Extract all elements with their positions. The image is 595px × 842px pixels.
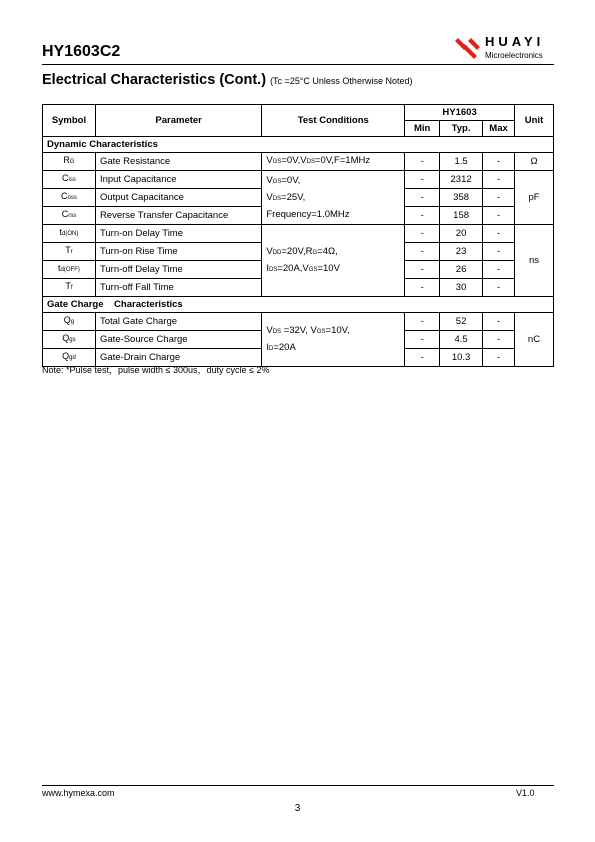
symbol-cell: Qgs bbox=[43, 331, 96, 349]
title-condition: (Tc =25°C Unless Otherwise Noted) bbox=[270, 76, 413, 86]
parameter-cell: Input Capacitance bbox=[95, 171, 261, 189]
header-typ: Typ. bbox=[440, 121, 483, 137]
parameter-cell: Reverse Transfer Capacitance bbox=[95, 207, 261, 225]
min-cell: - bbox=[405, 171, 440, 189]
header-test-conditions: Test Conditions bbox=[262, 105, 405, 137]
typ-cell: 20 bbox=[440, 225, 483, 243]
symbol-cell: Crss bbox=[43, 207, 96, 225]
parameter-cell: Total Gate Charge bbox=[95, 313, 261, 331]
min-cell: - bbox=[405, 261, 440, 279]
header-device: HY1603 bbox=[405, 105, 515, 121]
min-cell: - bbox=[405, 243, 440, 261]
logo-brand: HUAYI bbox=[485, 34, 545, 49]
max-cell: - bbox=[483, 171, 515, 189]
typ-cell: 358 bbox=[440, 189, 483, 207]
header-parameter: Parameter bbox=[95, 105, 261, 137]
typ-cell: 26 bbox=[440, 261, 483, 279]
page-number: 3 bbox=[294, 803, 301, 814]
table-row bbox=[43, 225, 554, 243]
min-cell: - bbox=[405, 207, 440, 225]
logo-mark-icon bbox=[455, 34, 483, 62]
max-cell: - bbox=[483, 153, 515, 171]
header-symbol: Symbol bbox=[43, 105, 96, 137]
min-cell: - bbox=[405, 225, 440, 243]
electrical-characteristics-table bbox=[42, 104, 554, 367]
max-cell: - bbox=[483, 243, 515, 261]
unit-cell: ns bbox=[515, 225, 554, 297]
symbol-cell: Coss bbox=[43, 189, 96, 207]
max-cell: - bbox=[483, 279, 515, 297]
unit-cell: pF bbox=[515, 171, 554, 225]
pulse-test-note: Note: *Pulse test，pulse width ≤ 300us，duty cycle ≤ 2% bbox=[42, 365, 270, 375]
symbol-cell: Tf bbox=[43, 279, 96, 297]
typ-cell: 158 bbox=[440, 207, 483, 225]
min-cell: - bbox=[405, 331, 440, 349]
section-dynamic: Dynamic Characteristics bbox=[43, 137, 554, 153]
company-logo bbox=[455, 34, 557, 64]
condition-cell: VDD=20V,RG=4Ω, IDS=20A,VGS=10V bbox=[262, 225, 405, 297]
parameter-cell: Turn-off Delay Time bbox=[95, 261, 261, 279]
part-number: HY1603C2 bbox=[42, 43, 121, 60]
min-cell: - bbox=[405, 153, 440, 171]
parameter-cell: Gate Resistance bbox=[95, 153, 261, 171]
max-cell: - bbox=[483, 313, 515, 331]
footer-version: V1.0 bbox=[516, 788, 535, 798]
typ-cell: 30 bbox=[440, 279, 483, 297]
unit-cell: Ω bbox=[515, 153, 554, 171]
typ-cell: 10.3 bbox=[440, 349, 483, 367]
typ-cell: 23 bbox=[440, 243, 483, 261]
min-cell: - bbox=[405, 279, 440, 297]
parameter-cell: Turn-on Delay Time bbox=[95, 225, 261, 243]
section-gate-charge: Gate Charge Characteristics bbox=[43, 297, 554, 313]
min-cell: - bbox=[405, 313, 440, 331]
condition-cell: VGS=0V, VDS=25V, Frequency=1.0MHz bbox=[262, 171, 405, 225]
min-cell: - bbox=[405, 349, 440, 367]
typ-cell: 52 bbox=[440, 313, 483, 331]
unit-cell: nC bbox=[515, 313, 554, 367]
table-row bbox=[43, 153, 554, 171]
condition-cell: VGS=0V,VDS=0V,F=1MHz bbox=[262, 153, 405, 171]
table-row bbox=[43, 313, 554, 331]
max-cell: - bbox=[483, 349, 515, 367]
parameter-cell: Gate-Source Charge bbox=[95, 331, 261, 349]
section-title bbox=[42, 72, 412, 88]
parameter-cell: Turn-off Fall Time bbox=[95, 279, 261, 297]
header-max: Max bbox=[483, 121, 515, 137]
condition-cell: VDS =32V, VGS=10V, ID=20A bbox=[262, 313, 405, 367]
symbol-cell: Qgd bbox=[43, 349, 96, 367]
symbol-cell: td(ON) bbox=[43, 225, 96, 243]
symbol-cell: Ciss bbox=[43, 171, 96, 189]
symbol-cell: Qg bbox=[43, 313, 96, 331]
symbol-cell: Tr bbox=[43, 243, 96, 261]
footer-website: www.hymexa.com bbox=[42, 788, 115, 798]
typ-cell: 4.5 bbox=[440, 331, 483, 349]
footer-rule bbox=[42, 785, 554, 786]
max-cell: - bbox=[483, 225, 515, 243]
symbol-cell: RG bbox=[43, 153, 96, 171]
table-row bbox=[43, 171, 554, 189]
max-cell: - bbox=[483, 331, 515, 349]
typ-cell: 2312 bbox=[440, 171, 483, 189]
symbol-cell: td(OFF) bbox=[43, 261, 96, 279]
parameter-cell: Turn-on Rise Time bbox=[95, 243, 261, 261]
parameter-cell: Gate-Drain Charge bbox=[95, 349, 261, 367]
header-min: Min bbox=[405, 121, 440, 137]
min-cell: - bbox=[405, 189, 440, 207]
typ-cell: 1.5 bbox=[440, 153, 483, 171]
max-cell: - bbox=[483, 261, 515, 279]
parameter-cell: Output Capacitance bbox=[95, 189, 261, 207]
max-cell: - bbox=[483, 189, 515, 207]
title-main: Electrical Characteristics (Cont.) bbox=[42, 72, 267, 88]
header-rule bbox=[42, 64, 554, 65]
max-cell: - bbox=[483, 207, 515, 225]
logo-subtitle: Microelectronics bbox=[485, 51, 543, 60]
header-unit: Unit bbox=[515, 105, 554, 137]
